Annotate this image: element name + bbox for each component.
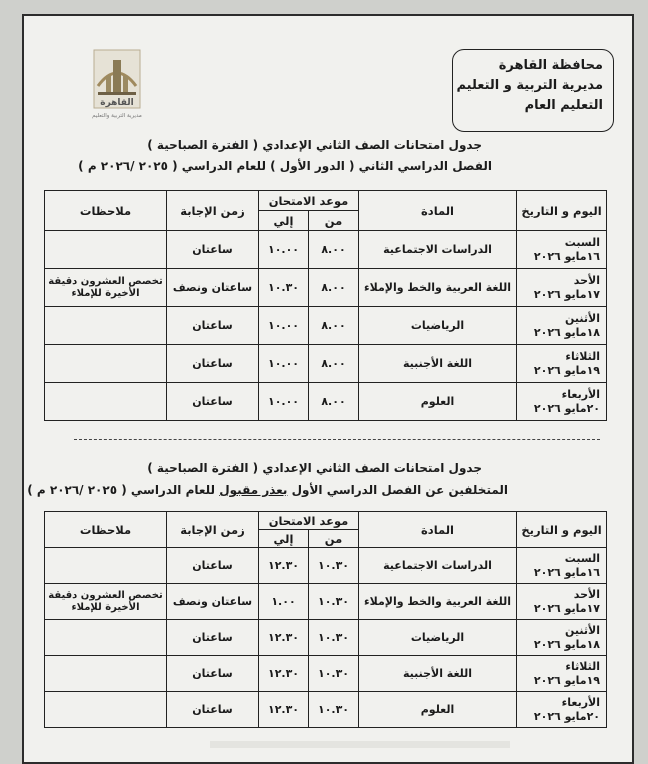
header-from: من	[309, 530, 359, 548]
from-cell: ٨.٠٠	[309, 307, 359, 345]
section2-title: جدول امتحانات الصف الثاني الإعدادي ( الفترة الصباحية )	[147, 461, 482, 475]
subject-cell: اللغة العربية والخط والإملاء	[359, 269, 517, 307]
exam-date: ١٨مايو ٢٠٢٦	[533, 325, 601, 339]
header-day: اليوم و التاريخ	[517, 512, 607, 548]
to-cell: ١٢.٣٠	[259, 692, 309, 728]
exam-table-regular	[44, 190, 607, 421]
subject-cell: العلوم	[359, 383, 517, 421]
day-name: الأحد	[573, 587, 601, 601]
notes-cell	[45, 231, 167, 269]
notes-cell	[45, 692, 167, 728]
day-name: الأثنين	[565, 311, 601, 325]
to-cell: ١٠.٣٠	[259, 269, 309, 307]
day-name: الثلاثاء	[565, 349, 601, 363]
notes-cell	[45, 620, 167, 656]
exam-date: ١٧مايو ٢٠٢٦	[533, 601, 601, 615]
table-row	[45, 620, 607, 656]
day-name: الأحد	[573, 273, 601, 287]
exam-date: ١٦مايو ٢٠٢٦	[533, 249, 601, 263]
cairo-governorate-logo-icon	[84, 46, 150, 122]
exam-date: ١٦مايو ٢٠٢٦	[533, 565, 601, 579]
header-subject: المادة	[359, 191, 517, 231]
subject-cell: اللغة الأجنبية	[359, 345, 517, 383]
page-footer-fragment	[210, 741, 510, 748]
day-cell	[517, 383, 607, 421]
subject-cell: اللغة الأجنبية	[359, 656, 517, 692]
header-to: إلي	[259, 211, 309, 231]
notes-cell: تخصص العشرون دقيقة الأخيرة للإملاء	[45, 269, 167, 307]
day-cell	[517, 584, 607, 620]
table-row	[45, 584, 607, 620]
table-row	[45, 548, 607, 584]
day-cell	[517, 548, 607, 584]
subject-cell: الرياضيات	[359, 620, 517, 656]
subject-cell: العلوم	[359, 692, 517, 728]
day-name: الأربعاء	[561, 695, 601, 709]
notes-cell	[45, 548, 167, 584]
authority-line: محافظة القاهرة	[498, 58, 603, 73]
header-subject: المادة	[359, 512, 517, 548]
header-day: اليوم و التاريخ	[517, 191, 607, 231]
table-row	[45, 307, 607, 345]
logo-text: القاهرة	[100, 98, 134, 108]
exam-date: ١٩مايو ٢٠٢٦	[533, 363, 601, 377]
subject-cell: الرياضيات	[359, 307, 517, 345]
day-name: السبت	[564, 235, 601, 249]
day-cell	[517, 307, 607, 345]
header-notes: ملاحظات	[45, 191, 167, 231]
section2-subtitle	[27, 482, 508, 498]
day-cell	[517, 231, 607, 269]
subtitle-part: للعام الدراسي ( ٢٠٢٥ /٢٠٢٦ م )	[27, 483, 216, 497]
from-cell: ١٠.٣٠	[309, 620, 359, 656]
to-cell: ١٢.٣٠	[259, 620, 309, 656]
duration-cell: ساعتان	[167, 548, 259, 584]
to-cell: ١٢.٣٠	[259, 548, 309, 584]
notes-cell	[45, 307, 167, 345]
duration-cell: ساعتان	[167, 345, 259, 383]
to-cell: ١٠.٠٠	[259, 383, 309, 421]
duration-cell: ساعتان ونصف	[167, 584, 259, 620]
from-cell: ١٠.٣٠	[309, 584, 359, 620]
duration-cell: ساعتان ونصف	[167, 269, 259, 307]
from-cell: ٨.٠٠	[309, 269, 359, 307]
exam-date: ١٧مايو ٢٠٢٦	[533, 287, 601, 301]
section1-subtitle: الفصل الدراسي الثاني ( الدور الأول ) للعام الدراسي ( ٢٠٢٥ /٢٠٢٦ م )	[78, 159, 492, 173]
notes-cell	[45, 656, 167, 692]
header-time: موعد الامتحان	[259, 512, 359, 530]
from-cell: ١٠.٣٠	[309, 656, 359, 692]
header-to: إلي	[259, 530, 309, 548]
exam-table-excused	[44, 511, 607, 728]
from-cell: ١٠.٣٠	[309, 548, 359, 584]
duration-cell: ساعتان	[167, 656, 259, 692]
header-duration: زمن الإجابة	[167, 191, 259, 231]
section-divider	[74, 439, 600, 440]
to-cell: ١٠.٠٠	[259, 231, 309, 269]
authority-box	[452, 49, 614, 132]
duration-cell: ساعتان	[167, 231, 259, 269]
subject-cell: الدراسات الاجتماعية	[359, 231, 517, 269]
to-cell: ١.٠٠	[259, 584, 309, 620]
subject-cell: اللغة العربية والخط والإملاء	[359, 584, 517, 620]
to-cell: ١٢.٣٠	[259, 656, 309, 692]
section1-title: جدول امتحانات الصف الثاني الإعدادي ( الفترة الصباحية )	[147, 138, 482, 152]
header-from: من	[309, 211, 359, 231]
authority-line: مديرية التربية و التعليم	[456, 78, 603, 93]
subject-cell: الدراسات الاجتماعية	[359, 548, 517, 584]
exam-date: ٢٠مايو ٢٠٢٦	[533, 401, 601, 415]
subtitle-part: المتخلفين عن الفصل الدراسي الأول	[291, 483, 508, 497]
exam-date: ٢٠مايو ٢٠٢٦	[533, 709, 601, 723]
from-cell: ٨.٠٠	[309, 345, 359, 383]
day-name: السبت	[564, 551, 601, 565]
table-row	[45, 269, 607, 307]
header-duration: زمن الإجابة	[167, 512, 259, 548]
header-time: موعد الامتحان	[259, 191, 359, 211]
to-cell: ١٠.٠٠	[259, 307, 309, 345]
table-row	[45, 231, 607, 269]
from-cell: ٨.٠٠	[309, 383, 359, 421]
authority-line: التعليم العام	[524, 98, 603, 113]
to-cell: ١٠.٠٠	[259, 345, 309, 383]
from-cell: ١٠.٣٠	[309, 692, 359, 728]
header-notes: ملاحظات	[45, 512, 167, 548]
day-cell	[517, 345, 607, 383]
duration-cell: ساعتان	[167, 383, 259, 421]
duration-cell: ساعتان	[167, 307, 259, 345]
day-cell	[517, 656, 607, 692]
exam-date: ١٩مايو ٢٠٢٦	[533, 673, 601, 687]
duration-cell: ساعتان	[167, 692, 259, 728]
logo-subtext: مديرية التربية والتعليم	[92, 113, 142, 119]
day-name: الأثنين	[565, 623, 601, 637]
duration-cell: ساعتان	[167, 620, 259, 656]
table-row	[45, 656, 607, 692]
day-cell	[517, 269, 607, 307]
notes-cell	[45, 383, 167, 421]
table-row	[45, 383, 607, 421]
day-name: الثلاثاء	[565, 659, 601, 673]
exam-date: ١٨مايو ٢٠٢٦	[533, 637, 601, 651]
day-cell	[517, 620, 607, 656]
table-row	[45, 345, 607, 383]
from-cell: ٨.٠٠	[309, 231, 359, 269]
subtitle-underlined: بعذر مقبول	[219, 483, 288, 497]
day-name: الأربعاء	[561, 387, 601, 401]
notes-cell	[45, 345, 167, 383]
table-row	[45, 692, 607, 728]
day-cell	[517, 692, 607, 728]
notes-cell: تخصص العشرون دقيقة الأخيرة للإملاء	[45, 584, 167, 620]
